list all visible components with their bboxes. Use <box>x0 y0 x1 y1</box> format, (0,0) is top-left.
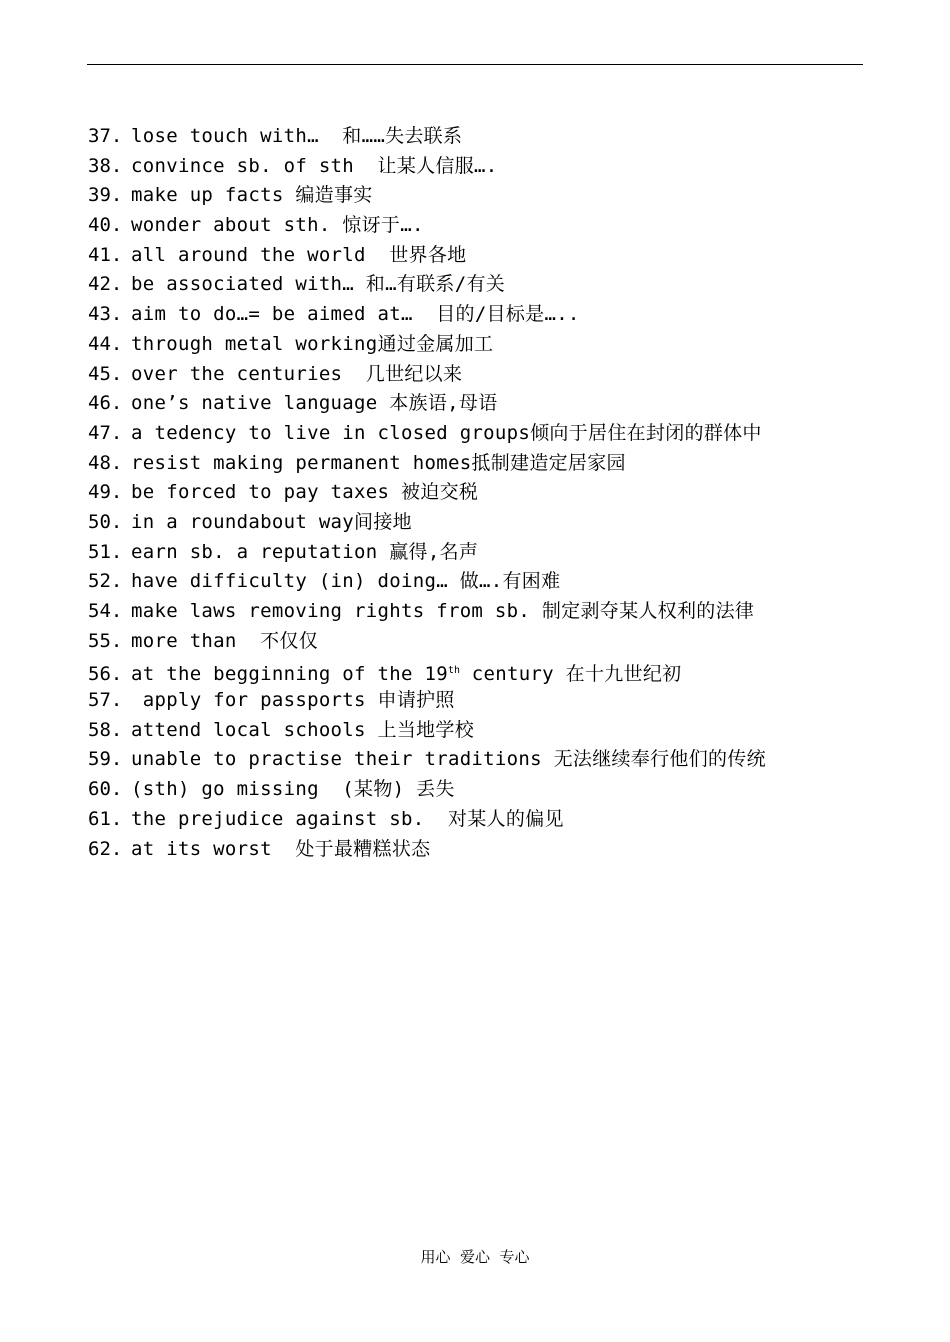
item-number: 51. <box>88 540 123 563</box>
list-item <box>88 241 868 271</box>
item-text: convince sb. of sth 让某人信服…. <box>131 154 521 177</box>
item-text: the prejudice against sb. 对某人的偏见 <box>131 807 564 830</box>
list-item <box>88 835 868 865</box>
item-number: 52. <box>88 570 123 593</box>
item-number: 38. <box>88 154 123 177</box>
item-text: wonder about sth. 惊讶于…. <box>131 214 424 237</box>
item-number: 39. <box>88 184 123 207</box>
item-text: more than 不仅仅 <box>131 629 319 652</box>
list-item <box>88 270 868 300</box>
header-rule <box>87 64 863 65</box>
page-footer: 用心 爱心 专心 <box>420 1248 530 1266</box>
list-item <box>88 775 868 805</box>
list-item <box>88 627 868 657</box>
list-item <box>88 716 868 746</box>
item-text: be associated with… 和…有联系/有关 <box>131 273 506 296</box>
item-text: have difficulty (in) doing… 做….有困难 <box>131 570 561 593</box>
item-text: apply for passports 申请护照 <box>131 689 455 712</box>
item-text: at its worst 处于最糟糕状态 <box>131 837 431 860</box>
item-number: 45. <box>88 362 123 385</box>
item-text: over the centuries 几世纪以来 <box>131 362 463 385</box>
item-number: 48. <box>88 451 123 474</box>
list-item <box>88 686 868 716</box>
phrase-list <box>88 122 868 864</box>
item-text: at the begginning of the 19 <box>131 663 448 686</box>
item-number: 58. <box>88 718 123 741</box>
item-text: in a roundabout way间接地 <box>131 510 412 533</box>
list-item <box>88 152 868 182</box>
item-number: 44. <box>88 332 123 355</box>
item-text: lose touch with… 和……失去联系 <box>131 125 463 147</box>
item-text: make laws removing rights from sb. 制定剥夺某人权利的法律 <box>131 600 755 622</box>
superscript: th <box>447 665 460 677</box>
list-item <box>88 538 868 568</box>
list-item <box>88 805 868 835</box>
item-number: 46. <box>88 392 123 415</box>
item-text: attend local schools 上当地学校 <box>131 718 475 741</box>
list-item <box>88 330 868 360</box>
item-number: 50. <box>88 510 123 533</box>
item-number: 47. <box>88 421 123 444</box>
item-number: 42. <box>88 273 123 296</box>
list-item <box>88 300 868 330</box>
list-item <box>88 478 868 508</box>
item-text: (sth) go missing (某物) 丢失 <box>131 778 455 801</box>
list-item <box>88 360 868 390</box>
item-number: 62. <box>88 837 123 860</box>
list-item <box>88 211 868 241</box>
list-item <box>88 389 868 419</box>
item-text: a tedency to live in closed groups倾向于居住在封闭的群体中 <box>131 421 762 444</box>
item-number: 49. <box>88 481 123 504</box>
list-item <box>88 508 868 538</box>
item-text: resist making permanent homes抵制建造定居家园 <box>131 451 626 474</box>
list-item <box>88 449 868 479</box>
item-number: 56. <box>88 663 123 686</box>
item-number: 60. <box>88 778 123 801</box>
item-text: make up facts 编造事实 <box>131 184 373 207</box>
item-number: 54. <box>88 600 123 622</box>
item-text: be forced to pay taxes 被迫交税 <box>131 481 479 504</box>
item-text: unable to practise their traditions 无法继续奉行他们的传统 <box>131 748 766 771</box>
item-number: 55. <box>88 629 123 652</box>
list-item <box>88 597 868 627</box>
list-item <box>88 567 868 597</box>
list-item <box>88 745 868 775</box>
item-text: through metal working通过金属加工 <box>131 332 494 355</box>
item-text: all around the world 世界各地 <box>131 243 467 266</box>
list-item <box>88 181 868 211</box>
item-text: one’s native language 本族语,母语 <box>131 392 498 415</box>
list-item <box>88 656 868 686</box>
item-text: aim to do…= be aimed at… 目的/目标是….. <box>131 303 580 326</box>
item-number: 43. <box>88 303 123 326</box>
item-number: 41. <box>88 243 123 266</box>
list-item <box>88 419 868 449</box>
item-number: 61. <box>88 807 123 830</box>
item-text: earn sb. a reputation 赢得,名声 <box>131 540 479 563</box>
item-number: 40. <box>88 214 123 237</box>
list-item <box>88 122 868 152</box>
item-text-after: century 在十九世纪初 <box>460 663 682 686</box>
item-number: 57. <box>88 689 123 712</box>
item-number: 37. <box>88 125 123 147</box>
item-number: 59. <box>88 748 123 771</box>
